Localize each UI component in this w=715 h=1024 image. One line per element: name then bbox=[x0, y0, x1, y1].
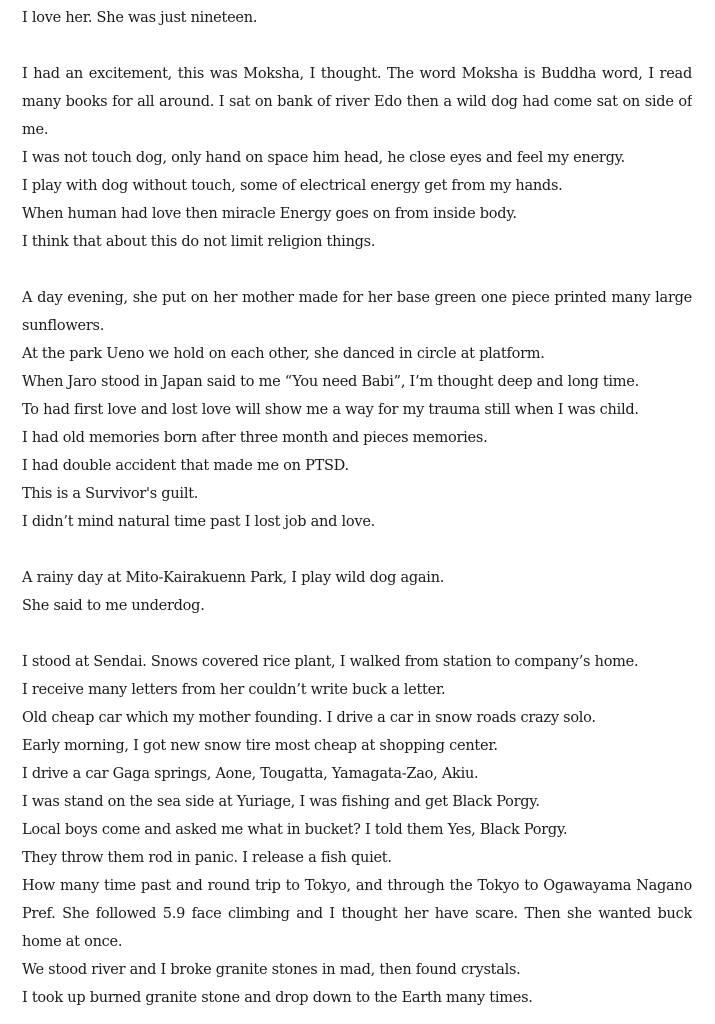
text-line: We stood river and I broke granite stones in mad, then found crystals. bbox=[22, 962, 521, 978]
text-line: I think that about this do not limit religion things. bbox=[22, 234, 376, 250]
text-line: I was not touch dog, only hand on space him head, he close eyes and feel my energy. bbox=[22, 150, 625, 166]
text-line: I receive many letters from her couldn’t write buck a letter. bbox=[22, 682, 446, 698]
blank-line bbox=[22, 256, 692, 284]
text-line: I play with dog without touch, some of electrical energy get from my hands. bbox=[22, 178, 563, 194]
text-line: When human had love then miracle Energy goes on from inside body. bbox=[22, 206, 517, 222]
text-line: How many time past and round trip to Tokyo, and through the Tokyo to Ogawayama Nagano bbox=[22, 878, 692, 894]
text-line: home at once. bbox=[22, 934, 123, 950]
text-line: I stood at Sendai. Snows covered rice plant, I walked from station to company’s home. bbox=[22, 654, 639, 670]
text-line: Local boys come and asked me what in bucket? I told them Yes, Black Porgy. bbox=[22, 822, 568, 838]
text-line: I didn’t mind natural time past I lost job and love. bbox=[22, 514, 376, 530]
text-line: They throw them rod in panic. I release a fish quiet. bbox=[22, 850, 392, 866]
text-line: sunflowers. bbox=[22, 318, 105, 334]
text-line: A day evening, she put on her mother made for her base green one piece printed many large bbox=[22, 290, 692, 306]
text-line: At the park Ueno we hold on each other, she danced in circle at platform. bbox=[22, 346, 545, 362]
text-line: To had first love and lost love will show me a way for my trauma still when I was child. bbox=[22, 402, 639, 418]
text-line: many books for all around. I sat on bank of river Edo then a wild dog had come sat on side of bbox=[22, 94, 692, 110]
text-line: me. bbox=[22, 122, 49, 138]
text-line: I drive a car Gaga springs, Aone, Tougatta, Yamagata-Zao, Akiu. bbox=[22, 766, 479, 782]
text-line: Pref. She followed 5.9 face climbing and I thought her have scare. Then she wanted buck bbox=[22, 906, 692, 922]
text-line: I was stand on the sea side at Yuriage, I was fishing and get Black Porgy. bbox=[22, 794, 540, 810]
text-line: When Jaro stood in Japan said to me “You need Babi”, I’m thought deep and long time. bbox=[22, 374, 639, 390]
text-line: She said to me underdog. bbox=[22, 598, 205, 614]
blank-line bbox=[22, 536, 692, 564]
text-line: I had an excitement, this was Moksha, I thought. The word Moksha is Buddha word, I read bbox=[22, 66, 692, 82]
text-line: Old cheap car which my mother founding. I drive a car in snow roads crazy solo. bbox=[22, 710, 596, 726]
text-line: A rainy day at Mito-Kairakuenn Park, I play wild dog again. bbox=[22, 570, 445, 586]
text-line: I had double accident that made me on PTSD. bbox=[22, 458, 349, 474]
text-line: Early morning, I got new snow tire most cheap at shopping center. bbox=[22, 738, 498, 754]
text-line: I had old memories born after three month and pieces memories. bbox=[22, 430, 488, 446]
blank-line bbox=[22, 620, 692, 648]
blank-line bbox=[22, 32, 692, 60]
text-line: I took up burned granite stone and drop down to the Earth many times. bbox=[22, 990, 533, 1006]
document-body bbox=[22, 4, 692, 1012]
text-line: This is a Survivor's guilt. bbox=[22, 486, 199, 502]
text-line: I love her. She was just nineteen. bbox=[22, 10, 258, 26]
